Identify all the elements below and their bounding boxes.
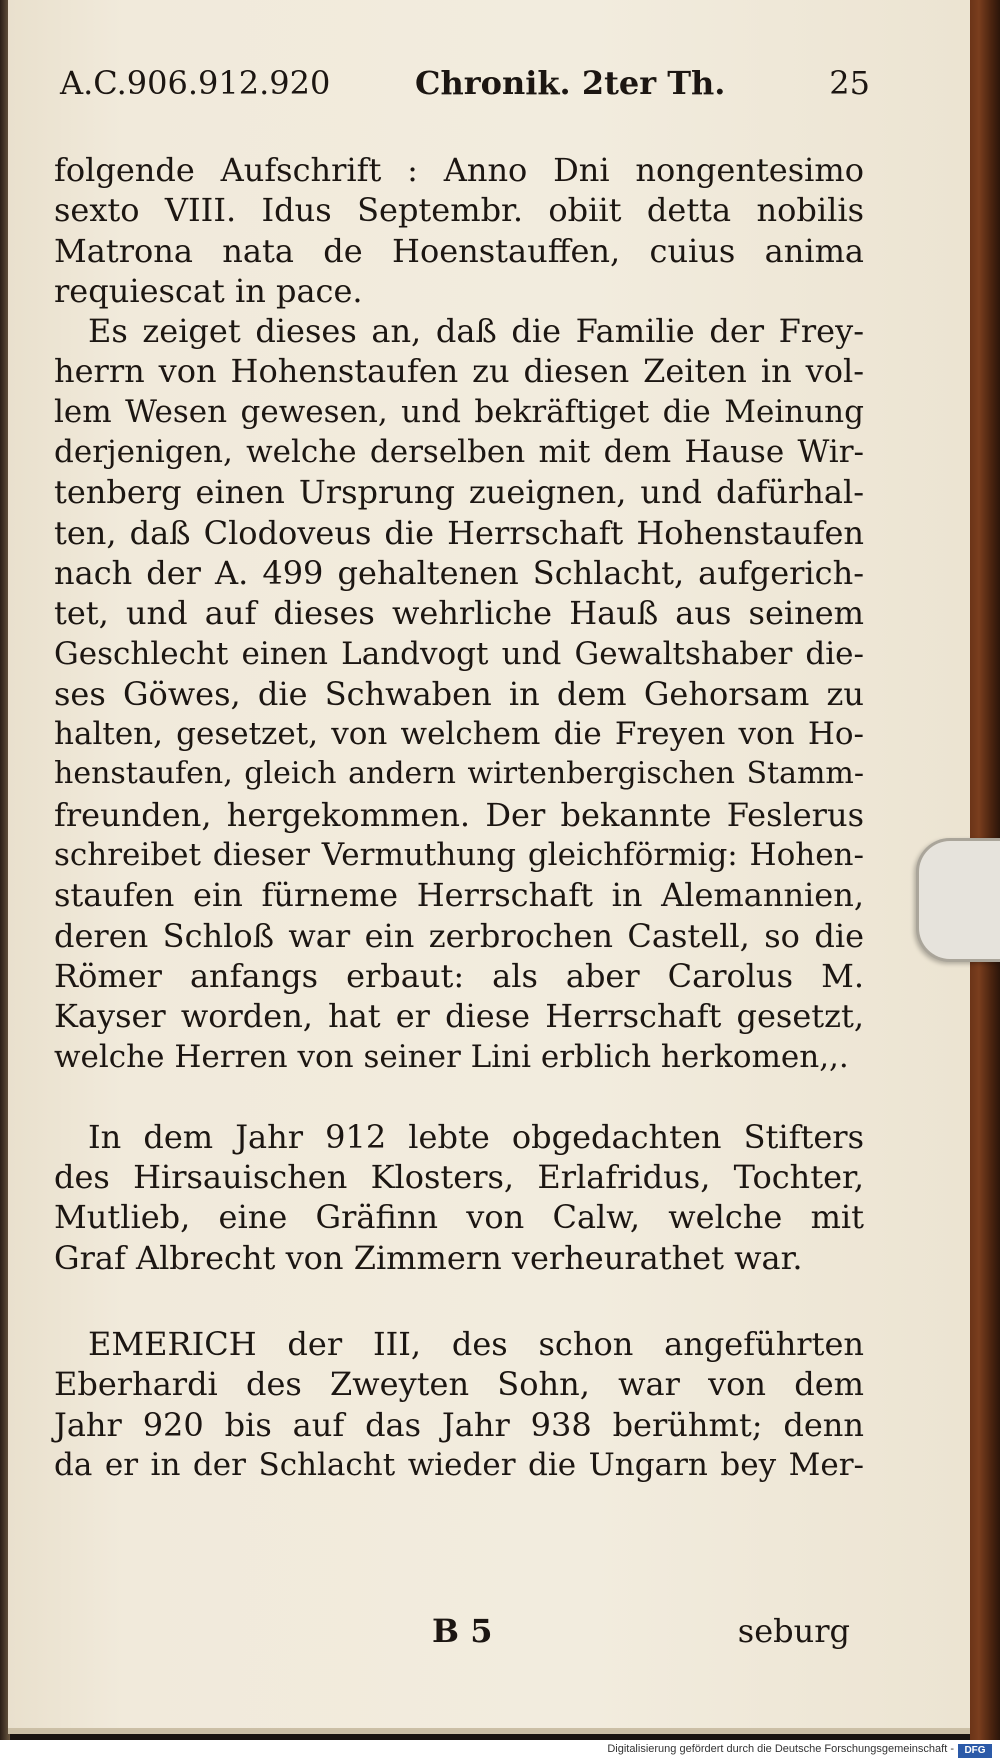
header-years: A.C.906.912.920 <box>60 64 331 102</box>
text-line: tet, und auf dieses wehrliche Hauß aus seinem <box>54 594 864 633</box>
text-line: halten, gesetzet, von welchem die Freyen von Ho- <box>54 716 864 753</box>
paragraph-2 <box>54 311 864 1077</box>
text-line: sexto VIII. Idus Septembr. obiit detta nobilis <box>54 191 864 230</box>
text-line: welche Herren von seiner Lini erblich herkomen,,. <box>54 1038 849 1075</box>
text-line: Eberhardi des Zweyten Sohn, war von dem <box>54 1365 864 1404</box>
text-line: henstaufen, gleich andern wirtenbergischen Stamm- <box>54 756 864 792</box>
text-line: requiescat in pace. <box>54 271 363 310</box>
text-line: Geschlecht einen Landvogt und Gewaltshaber die- <box>54 635 864 672</box>
text-line: EMERICH der III, des schon angeführten <box>88 1325 864 1364</box>
digitization-credit: Digitalisierung gefördert durch die Deutsche Forschungsgemeinschaft - <box>607 1743 954 1755</box>
text-line: folgende Aufschrift : Anno Dni nongentesimo <box>54 151 864 189</box>
text-line: Römer anfangs erbaut: als aber Carolus M. <box>54 956 864 995</box>
text-line: schreibet dieser Vermuthung gleichförmig: Hohen- <box>54 837 864 874</box>
text-line: In dem Jahr 912 lebte obgedachten Stifters <box>88 1117 864 1156</box>
text-line: Jahr 920 bis auf das Jahr 938 berühmt; denn <box>54 1405 864 1444</box>
text-line: Mutlieb, eine Gräfinn von Calw, welche mit <box>54 1198 864 1237</box>
paragraph-spacer <box>54 1077 864 1117</box>
paragraph-4 <box>54 1324 864 1485</box>
page-marker-tab <box>916 838 1000 962</box>
text-line: Kayser worden, hat er diese Herrschaft gesetzt, <box>54 997 864 1036</box>
dfg-logo: DFG <box>958 1744 992 1758</box>
body-text <box>54 150 864 1485</box>
page-number: 25 <box>829 64 870 102</box>
text-line: staufen ein fürneme Herrschaft in Alemannien, <box>54 876 864 915</box>
page-footer <box>54 1612 864 1662</box>
running-header <box>60 64 870 124</box>
text-line: Matrona nata de Hoenstauffen, cuius anima <box>54 231 864 270</box>
paragraph-1 <box>54 150 864 311</box>
text-line: ten, daß Clodoveus die Herrschaft Hohenstaufen <box>54 513 864 552</box>
text-line: da er in der Schlacht wieder die Ungarn bey Mer- <box>54 1446 864 1483</box>
text-line: ses Göwes, die Schwaben in dem Gehorsam zu <box>54 674 864 713</box>
text-line: lem Wesen gewesen, und bekräftiget die Meinung <box>54 393 864 430</box>
text-line: herrn von Hohenstaufen zu diesen Zeiten in vol- <box>54 352 864 391</box>
text-line: derjenigen, welche derselben mit dem Hause Wir- <box>54 434 864 471</box>
header-title: Chronik. 2ter Th. <box>415 64 726 102</box>
text-line: freunden, hergekommen. Der bekannte Feslerus <box>54 795 864 834</box>
text-line: deren Schloß war ein zerbrochen Castell, so die <box>54 916 864 955</box>
text-line: nach der A. 499 gehaltenen Schlacht, aufgerich- <box>54 553 864 592</box>
catchword: seburg <box>737 1612 850 1650</box>
text-line: Graf Albrecht von Zimmern verheurathet war. <box>54 1238 803 1277</box>
text-line: tenberg einen Ursprung zueignen, und dafürhal- <box>54 473 864 512</box>
paragraph-3 <box>54 1117 864 1278</box>
text-line: Es zeiget dieses an, daß die Familie der Frey- <box>88 312 864 351</box>
paragraph-spacer <box>54 1278 864 1324</box>
signature-mark: B 5 <box>432 1612 493 1650</box>
text-line: des Hirsauischen Klosters, Erlafridus, Tochter, <box>54 1158 864 1197</box>
